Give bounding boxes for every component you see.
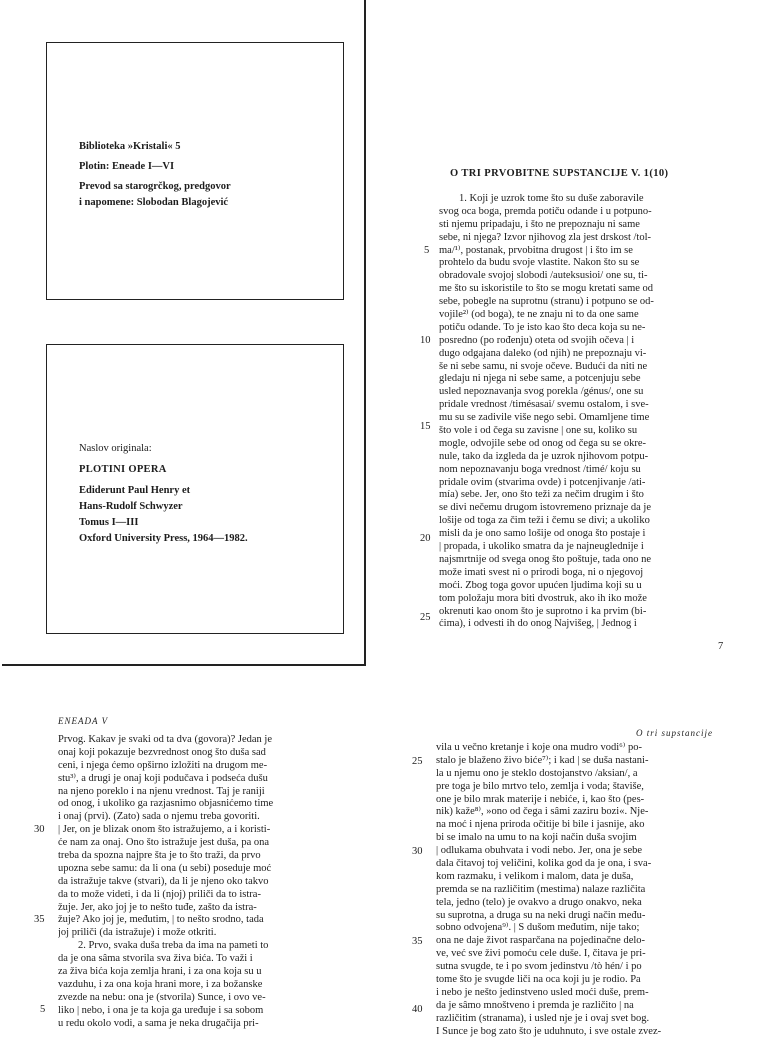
text-line: moći. Zbog toga govor upućen ljudima koji su u	[439, 579, 642, 591]
line-number: 30	[412, 846, 423, 857]
text-line: upozna sebe samu: da li ona (u sebi) poseduje moć	[58, 862, 272, 874]
text-line: da je ona sâma stvorila sva živa bića. To važi i	[58, 953, 253, 965]
text-line: ma/¹⁾, postanak, prvobitna drugost | i što im se	[439, 244, 633, 256]
original-title: PLOTINI OPERA	[79, 464, 167, 475]
line-number: 20	[420, 533, 431, 544]
text-line: prohtelo da budu svoje vlastite. Nakon što su se	[439, 257, 640, 269]
text-line: sebe, ni njega? Izvor njihovog zla jest drskost /tol-	[439, 231, 651, 243]
text-line: i onaj (prvi). (Zato) sada o njemu treba govoriti.	[58, 811, 260, 823]
text-column	[439, 193, 725, 631]
page-number: 7	[718, 641, 724, 652]
text-line: tela, jedno (telo) je ovakvo a drugo onakvo, neka	[436, 896, 642, 908]
imprint-page	[2, 0, 366, 666]
text-line: pre toga je bilo mrtvo telo, zemlja i voda; štaviše,	[436, 780, 644, 792]
text-line: da je sâmo mnoštveno i premda je različito | na	[436, 999, 634, 1011]
text-line: sutna svugde, te i po svom jedinstvu /tò hén/ i po	[436, 961, 642, 973]
text-line: bi se imalo na umu to na koji način duša svojim	[436, 832, 637, 844]
text-line: nom nepoznavanju boga vrednost /timé/ koju su	[439, 463, 641, 475]
line-number: 5	[424, 245, 430, 256]
text-line: ceni, i njega ćemo opširno izložiti na drugom me-	[58, 759, 268, 771]
line-number: 25	[412, 756, 423, 767]
text-line: i nebo je nešto jedinstveno usled moći duše, prem-	[436, 986, 649, 998]
text-line: mogle, odvojile sebe od onog od čega su se okre-	[439, 437, 647, 449]
line-number: 30	[34, 824, 45, 835]
text-column	[58, 734, 348, 1030]
text-line: dala čitavoj toj veličini, kolika god da je ona, i sva-	[436, 858, 652, 870]
text-line: žuje. Jer, ako joj je to nešto tuđe, zašto da istra-	[58, 901, 257, 913]
text-line: ona ne daje život rasparčana na pojedinačne delo-	[436, 935, 646, 947]
text-line: Prvog. Kakav je svaki od ta dva (govora)? Jedan je	[58, 734, 273, 745]
text-line: joj priliči (da istražuje) i može otkriti.	[58, 927, 217, 939]
text-line: najsmrtnije od svega onog što poštuje, tada ono ne	[439, 553, 652, 565]
text-line: okrenuti kao onom što je suprotno i ka prvim (bi-	[439, 605, 647, 617]
original-title-text	[79, 441, 248, 547]
text-line: različitim (stranama), i usled nje je i ovaj svet bog.	[436, 1012, 650, 1024]
text-line: vazduhu, i za ona koja hrani more, i za božanske	[58, 978, 263, 990]
text-line: mía) sebe. Jer, ono što teži za nečim drugim i što	[439, 489, 644, 501]
text-line: | Jer, on je blizak onom što istražujemo, a i koristi-	[58, 824, 271, 836]
text-line: se divi nečemu drugom istovremeno priznaje da je	[439, 502, 651, 514]
original-line: Tomus I—III	[79, 517, 139, 528]
text-line: onaj koji pokazuje bezvrednost onog što duša sad	[58, 746, 266, 758]
line-number: 25	[420, 612, 431, 623]
line-number: 35	[34, 914, 45, 925]
text-line: su suprotna, a druga su na neki drugi način među-	[436, 909, 646, 921]
imprint-text	[79, 139, 231, 215]
original-line: Ediderunt Paul Henry et	[79, 485, 191, 496]
imprint-line: i napomene: Slobodan Blagojević	[79, 197, 229, 208]
text-line: | odlukama obuhvata i vodi nebo. Jer, ona je sebe	[436, 845, 643, 857]
text-line: treba da spozna najpre šta je to što traži, da prvo	[58, 850, 261, 862]
line-number: 35	[412, 936, 423, 947]
chapter-title: O TRI PRVOBITNE SUPSTANCIJE V. 1(10)	[450, 168, 669, 179]
text-line: liko | nebo, i ona je ta koja ga uređuje i sa sobom	[58, 1004, 264, 1016]
text-line: žuje? Ako joj je, međutim, | to nešto srodno, tada	[58, 914, 264, 926]
text-line: kom razmaku, i velikom i malom, data je duša,	[436, 870, 634, 882]
original-title-box	[46, 344, 344, 634]
text-line: nik) kaže⁸⁾, »ono od čega i sâmi zaziru bozi«. Nje-	[436, 806, 649, 818]
imprint-box	[46, 42, 344, 300]
text-line: u redu okolo vodi, a sama je neka drugačija pri-	[58, 1017, 259, 1029]
text-line: ćima), i odvesti ih do onog Najvišeg, | Jednog i	[439, 618, 637, 630]
text-line: sobno odvojena⁹⁾. | S dušom međutim, nije tako;	[436, 922, 640, 934]
line-number: 5	[40, 1004, 46, 1015]
text-line: sti njemu pripadaju, i što ne prepoznaju ni same	[439, 218, 640, 230]
text-line: 2. Prvo, svaka duša treba da ima na pameti to	[78, 940, 269, 952]
text-line: što vole i od čega su zavisne | one su, koliko su	[439, 425, 638, 437]
text-line: nule, tako da izgleda da je uzrok njihovom potpu-	[439, 450, 649, 462]
chapter-page	[384, 0, 768, 664]
text-line: pridale vrednost /timésasai/ svemu ostalom, i sve-	[439, 399, 649, 411]
text-line: može imati svest ni o prirodi boga, ni o njegovoj	[439, 566, 644, 578]
text-line: za živa bića koja zemlja hrani, i za ona koja su u	[58, 966, 262, 978]
text-line: svog oca boga, premda potiču odande i u potpuno-	[439, 205, 652, 217]
running-head: O tri supstancije	[636, 728, 713, 738]
text-line: I Sunce je bog zato što je uduhnuto, i sve ostale zvez-	[436, 1025, 662, 1037]
running-head: ENEADA V	[58, 716, 109, 726]
text-line: tome što je svugde liči na oca koji ju je rodio. Pa	[436, 974, 641, 986]
text-line: še ni sebe samu, ni svoje očeve. Budući da niti ne	[439, 360, 648, 372]
imprint-line: Plotin: Eneade I—VI	[79, 161, 175, 172]
text-line: posredno (po rođenju) oteta od svojih očeva | i	[439, 334, 635, 346]
text-line: da istražuje takve (stvari), da li je njeno oko takvo	[58, 875, 269, 887]
text-line: potiču odande. To je isto kao što deca koja su ne-	[439, 321, 646, 333]
original-line: Hans-Rudolf Schwyzer	[79, 501, 183, 512]
text-line: na moć i njena priroda očitije bi bile i jasnije, ako	[436, 819, 645, 831]
text-line: | propada, i ukoliko smatra da je najneuglednije i	[439, 541, 644, 553]
text-line: vila u večno kretanje i koje ona mudro vodi⁶⁾ po-	[436, 742, 642, 753]
text-line: obradovale svojoj slobodi /auteksusioi/ one su, ti-	[439, 270, 648, 282]
line-number: 10	[420, 335, 431, 346]
text-line: usled nepoznavanja svog porekla /génus/, one su	[439, 386, 644, 398]
text-line: mu su se zadivile više nego sebi. Omamljene time	[439, 412, 650, 424]
text-line: sebe, pobegle na suprotnu (stranu) i potpuno se od-	[439, 296, 654, 308]
text-line: 1. Koji je uzrok tome što su duše zaboravile	[459, 193, 644, 204]
text-line: one je bilo mrak materije i nebiće, i, kao što (pes-	[436, 793, 645, 805]
text-line: lošije od toga za čim teži i čemu se divi; a ukoliko	[439, 515, 650, 527]
text-line: vojile²⁾ (od boga), te ne znaju ni to da one same	[439, 309, 639, 321]
text-line: će nam za onaj. Ono što istražuje jest duša, pa ona	[58, 837, 270, 849]
text-line: la u njemu ono je steklo dostojanstvo /aksian/, a	[436, 767, 638, 779]
text-line: da to može videti, i da li (njoj) priliči da to istra-	[58, 888, 261, 900]
line-number: 15	[420, 421, 431, 432]
imprint-line: Prevod sa starogrčkog, predgovor	[79, 181, 231, 192]
text-line: tom položaju mora biti dvostruk, ako ih iko može	[439, 592, 647, 604]
text-line: ve, već sve živi pomoću cele duše. I, čitava je pri-	[436, 948, 646, 960]
text-line: misli da je ono samo lošije od onoga što postaje i	[439, 528, 646, 540]
right-text-page	[384, 706, 768, 1037]
imprint-line: Biblioteka »Kristali« 5	[79, 141, 181, 152]
text-line: premda se na različitim (mestima) nalaze različita	[436, 883, 646, 895]
text-line: stu³⁾, a drugi je onaj koji podučava i podseća dušu	[58, 772, 268, 784]
text-line: pridale ovim (stvarima ovde) i potcenjivanje /ati-	[439, 476, 646, 488]
text-line: od onog, i ukoliko ga razjasnimo objasnićemo time	[58, 798, 274, 810]
text-line: dugo odgajana daleko (od njih) ne prepoznaju vi-	[439, 347, 647, 359]
original-line: Oxford University Press, 1964—1982.	[79, 533, 248, 544]
text-line: na njeno poreklo i na njenu vrednost. Taj je raniji	[58, 785, 265, 797]
line-number: 40	[412, 1004, 423, 1015]
text-column	[436, 742, 730, 1038]
original-label: Naslov originala:	[79, 443, 152, 454]
text-line: stalo je blaženo živo biće⁷⁾; i kad | se duša nastani-	[436, 754, 649, 766]
text-line: zvezde na nebu: ona je (stvorila) Sunce, i ovo ve-	[58, 991, 266, 1003]
left-text-page	[0, 706, 384, 1029]
text-line: gledaju ni njega ni sebe same, a potcenjuju sebe	[439, 373, 641, 385]
text-line: me što su iskoristile to što se mogu kretati same od	[439, 283, 654, 295]
